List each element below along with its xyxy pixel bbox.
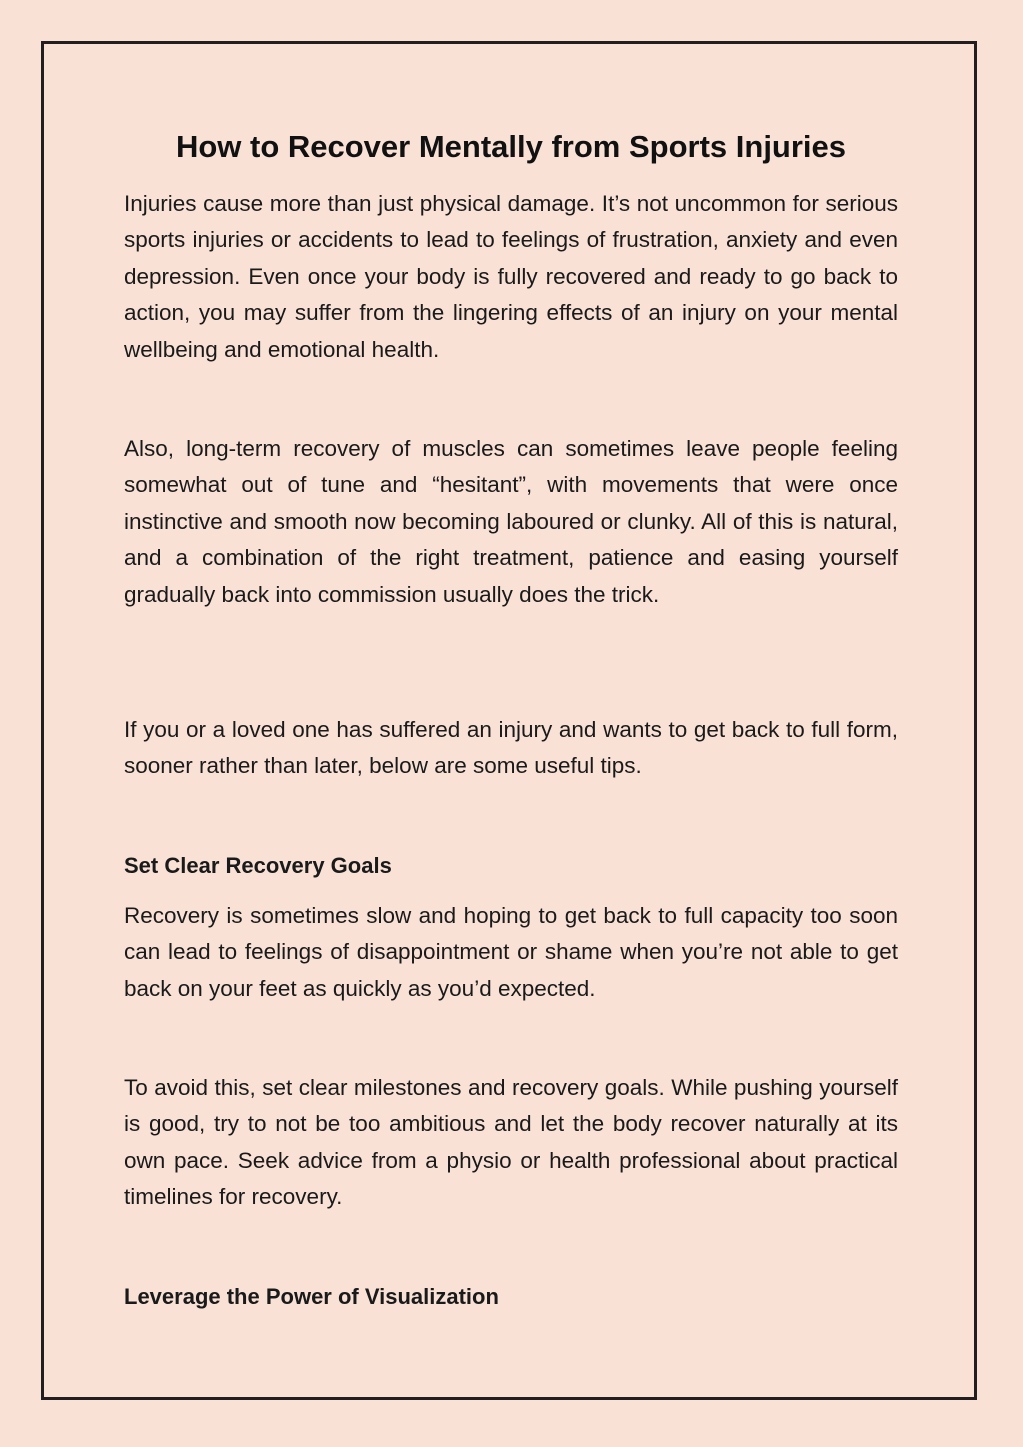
intro-paragraph-3: If you or a loved one has suffered an injury and wants to get back to full form, sooner rather than later, below are some useful tips. — [124, 717, 898, 779]
section-heading-goals: Set Clear Recovery Goals — [124, 853, 392, 878]
page-title: How to Recover Mentally from Sports Injuries — [175, 129, 847, 164]
intro-paragraph-2: Also, long-term recovery of muscles can sometimes leave people feeling somewhat out of tune and “hesitant”, with movements that were once instinctive and smooth now becoming laboured or clunky. All of this is natural, and a combination of the right treatment, patience and easing yourself gradually back into commission usually does the trick. — [124, 436, 898, 607]
section-heading-visualization: Leverage the Power of Visualization — [124, 1284, 499, 1309]
intro-paragraph-1: Injuries cause more than just physical damage. It’s not uncommon for serious sports injuries or accidents to lead to feelings of frustration, anxiety and even depression. Even once your body is fully recovered and ready to go back to action, you may suffer from the lingering effects of an injury on your mental wellbeing and emotional health. — [124, 191, 898, 362]
goals-paragraph-2: To avoid this, set clear milestones and recovery goals. While pushing yourself is good, try to not be too ambitious and let the body recover naturally at its own pace. Seek advice from a physio or health professional about practical timelines for recovery. — [124, 1075, 898, 1210]
goals-paragraph-1: Recovery is sometimes slow and hoping to get back to full capacity too soon can lead to feelings of disappointment or shame when you’re not able to get back on your feet as quickly as you’d expected. — [124, 903, 898, 1001]
